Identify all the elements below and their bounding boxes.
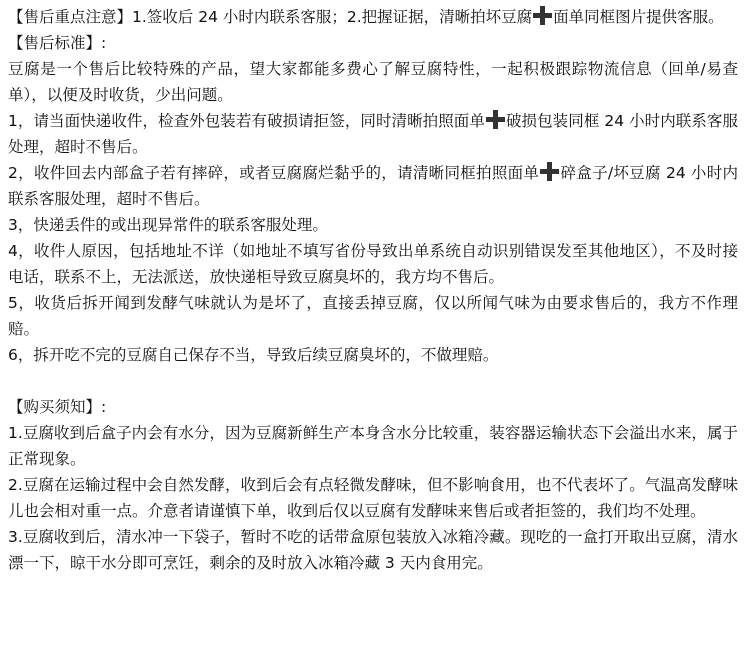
standard-item-3: 3，快递丢件的或出现异常件的联系客服处理。 <box>8 216 328 234</box>
heavy-plus-icon <box>540 162 559 181</box>
purchase-notes-title: 【购买须知】: <box>8 398 107 416</box>
standard-item-2-text-b: 碎盒子/坏豆腐 24 小时内联系客服处理，超时不售后。 <box>8 164 738 208</box>
purchase-item-1: 1.豆腐收到后盒子内会有水分，因为豆腐新鲜生产本身含水分比较重，装容器运输状态下会溢出水来，属于正常现象。 <box>8 424 738 468</box>
heavy-plus-icon <box>533 6 552 25</box>
after-sales-notice-title: 【售后重点注意】 <box>8 8 133 26</box>
standard-item-6: 6，拆开吃不完的豆腐自己保存不当，导致后续豆腐臭坏的，不做理赔。 <box>8 346 499 364</box>
section-spacer <box>8 368 738 394</box>
after-sales-notice <box>8 4 738 30</box>
purchase-item-3: 3.豆腐收到后，清水冲一下袋子，暂时不吃的话带盒原包装放入冰箱冷藏。现吃的一盒打开取出豆腐，清水漂一下，晾干水分即可烹饪，剩余的及时放入冰箱冷藏 3 天内食用完。 <box>8 528 738 572</box>
purchase-item-2: 2.豆腐在运输过程中会自然发酵，收到后会有点轻微发酵味，但不影响食用，也不代表坏了。气温高发酵味儿也会相对重一点。介意者请谨慎下单，收到后仅以豆腐有发酵味来售后或者拒签的，我们均不处理。 <box>8 476 738 520</box>
standard-item-5: 5，收货后拆开闻到发酵气味就认为是坏了，直接丢掉豆腐，仅以所闻气味为由要求售后的，我方不作理赔。 <box>8 294 738 338</box>
after-sales-notice-text-a: 1.签收后 24 小时内联系客服；2.把握证据，清晰拍坏豆腐 <box>132 8 533 26</box>
standard-item-1 <box>8 108 738 160</box>
standard-item-2 <box>8 160 738 212</box>
standard-item-1-text-a: 1，请当面快递收件，检查外包装若有破损请拒签，同时清晰拍照面单 <box>8 112 485 130</box>
heavy-plus-icon <box>486 110 505 129</box>
after-sales-notice-text-b: 面单同框图片提供客服。 <box>553 8 724 26</box>
standard-item-1-text-b: 破损包装同框 24 小时内联系客服处理，超时不售后。 <box>8 112 738 156</box>
standard-item-4: 4，收件人原因，包括地址不详（如地址不填写省份导致出单系统自动识别错误发至其他地区），不及时接电话，联系不上，无法派送，放快递柜导致豆腐臭坏的，我方均不售后。 <box>8 242 738 286</box>
standard-item-2-text-a: 2，收件回去内部盒子若有摔碎，或者豆腐腐烂黏乎的，请清晰同框拍照面单 <box>8 164 540 182</box>
after-sales-standard-title: 【售后标准】: <box>8 34 107 52</box>
after-sales-standard-intro: 豆腐是一个售后比较特殊的产品，望大家都能多费心了解豆腐特性，一起积极跟踪物流信息（回单/易查单），以便及时收货，少出问题。 <box>8 60 738 104</box>
